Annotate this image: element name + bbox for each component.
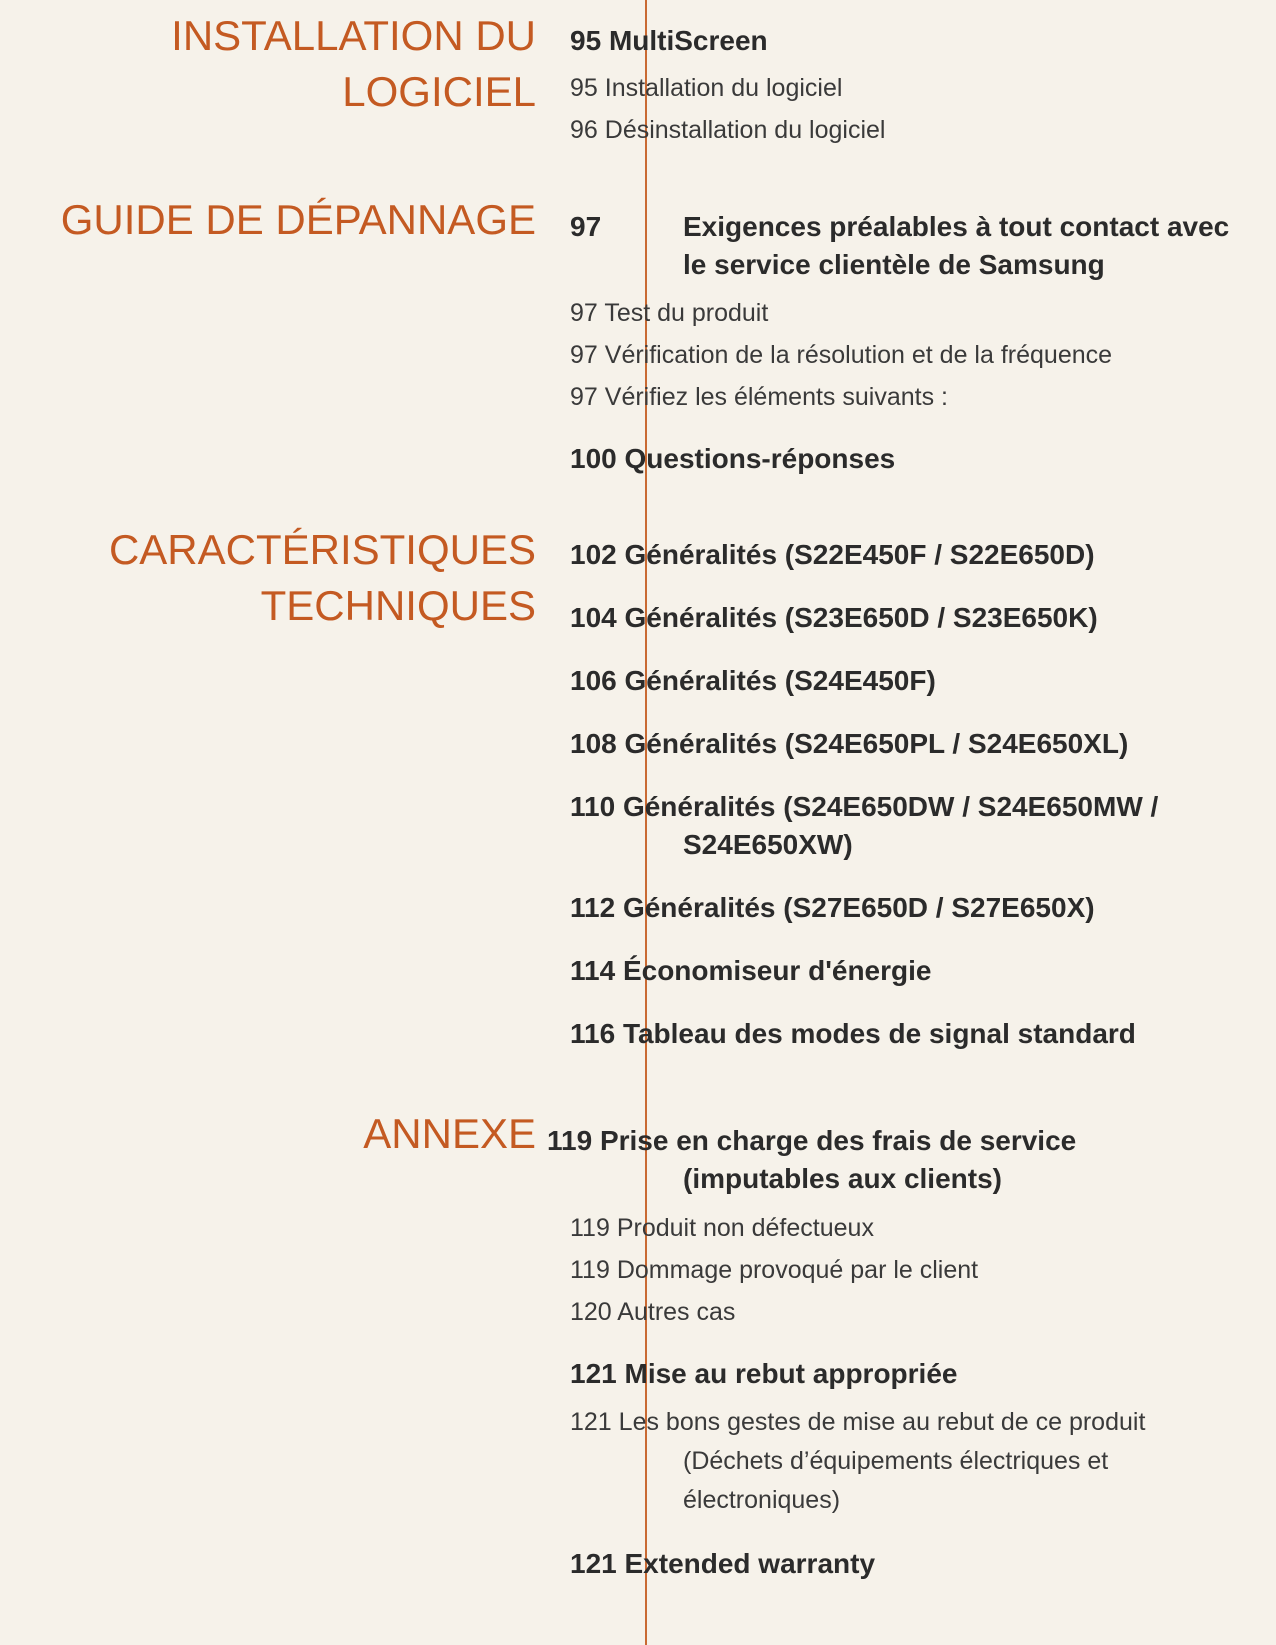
- toc-entry-economiseur-energie[interactable]: [570, 952, 1270, 990]
- section-title-caracteristiques: [109, 522, 536, 634]
- section-title-line: CARACTÉRISTIQUES: [108, 526, 536, 573]
- page-number: 97: [570, 341, 598, 369]
- section-title-line: GUIDE DE DÉPANNAGE: [60, 196, 536, 243]
- toc-entry-desinstallation-logiciel[interactable]: [570, 111, 1270, 150]
- entry-text: Questions-réponses: [624, 443, 896, 474]
- entry-text-continued: (imputables aux clients): [683, 1163, 1002, 1194]
- entry-text: Test du produit: [604, 299, 769, 327]
- page-number: 121: [570, 1358, 617, 1389]
- toc-entry-prise-en-charge-frais[interactable]: [547, 1122, 1247, 1198]
- toc-entry-generalites-108[interactable]: [570, 725, 1270, 763]
- section-title-depannage: [61, 192, 536, 248]
- entry-text: Installation du logiciel: [604, 74, 843, 102]
- entry-text: Généralités (S24E450F): [624, 665, 936, 696]
- toc-entry-multiscreen[interactable]: [570, 22, 1270, 60]
- section-title-line: TECHNIQUES: [260, 582, 536, 629]
- page-number: 110: [570, 791, 616, 822]
- entry-text-continued: le service clientèle de Samsung: [683, 249, 1105, 280]
- section-title-line: ANNEXE: [363, 1110, 536, 1157]
- page-number: 104: [570, 602, 617, 633]
- entry-text: Dommage provoqué par le client: [616, 1256, 979, 1284]
- entry-text: Extended warranty: [624, 1548, 876, 1579]
- toc-entry-verifiez-elements[interactable]: [570, 378, 1270, 417]
- entry-text: Généralités (S23E650D / S23E650K): [624, 602, 1098, 633]
- section-title-installation: [171, 8, 536, 120]
- toc-entry-generalites-102[interactable]: [570, 536, 1270, 574]
- page-number: 95: [570, 74, 598, 102]
- page-number: 97: [570, 299, 598, 327]
- toc-entry-verification-resolution[interactable]: [570, 336, 1270, 375]
- page-number: 121: [570, 1408, 612, 1436]
- entry-text-continued: S24E650XW): [683, 829, 853, 860]
- toc-entry-test-produit[interactable]: [570, 294, 1270, 333]
- toc-entry-generalites-106[interactable]: [570, 662, 1270, 700]
- page-number: 95: [570, 25, 602, 56]
- page-number: 114: [570, 955, 616, 986]
- section-title-annexe: [363, 1106, 536, 1162]
- toc-entry-installation-logiciel[interactable]: [570, 69, 1270, 108]
- toc-entry-generalites-112[interactable]: [570, 889, 1270, 927]
- entry-text: Généralités (S22E450F / S22E650D): [624, 539, 1095, 570]
- toc-entry-produit-non-defectueux[interactable]: [570, 1209, 1270, 1248]
- page-number: 119: [570, 1214, 610, 1242]
- entry-text: Produit non défectueux: [616, 1214, 874, 1242]
- entry-text: MultiScreen: [608, 25, 768, 56]
- page-number: 106: [570, 665, 617, 696]
- page-number: 119: [570, 1256, 610, 1284]
- entry-text: Mise au rebut appropriée: [624, 1358, 958, 1389]
- page-number: 119: [547, 1125, 593, 1156]
- entry-text: Généralités (S27E650D / S27E650X): [622, 892, 1095, 923]
- section-title-line: LOGICIEL: [342, 68, 536, 115]
- entry-text: Généralités (S24E650DW / S24E650MW /: [622, 791, 1159, 822]
- page-number: 100: [570, 443, 617, 474]
- section-title-line: INSTALLATION DU: [171, 12, 536, 59]
- page-number: 102: [570, 539, 617, 570]
- toc-entry-autres-cas[interactable]: [570, 1293, 1270, 1332]
- toc-entry-generalites-104[interactable]: [570, 599, 1270, 637]
- entry-text-continued: (Déchets d’équipements électriques et: [683, 1447, 1109, 1475]
- entry-text: Économiseur d'énergie: [622, 955, 932, 986]
- entry-text: Exigences préalables à tout contact avec: [683, 211, 1230, 242]
- page-number: 97: [570, 383, 598, 411]
- page-number: 97: [570, 211, 602, 242]
- entry-text: Les bons gestes de mise au rebut de ce produit: [618, 1408, 1146, 1436]
- entry-text: Désinstallation du logiciel: [604, 116, 886, 144]
- entry-text: Généralités (S24E650PL / S24E650XL): [624, 728, 1129, 759]
- toc-entry-questions-reponses[interactable]: [570, 440, 1270, 478]
- page-number: 112: [570, 892, 616, 923]
- entry-text: Autres cas: [617, 1298, 736, 1326]
- entry-text: Vérifiez les éléments suivants :: [604, 383, 948, 411]
- toc-entry-generalites-110[interactable]: [570, 788, 1270, 864]
- page-number: 108: [570, 728, 617, 759]
- entry-text: Vérification de la résolution et de la fréquence: [604, 341, 1113, 369]
- toc-entry-bons-gestes-rebut[interactable]: [570, 1403, 1270, 1520]
- toc-entry-exigences-prealables[interactable]: [570, 208, 1270, 284]
- toc-entry-extended-warranty[interactable]: [570, 1545, 1270, 1583]
- toc-entry-mise-au-rebut[interactable]: [570, 1355, 1270, 1393]
- page-number: 116: [570, 1018, 616, 1049]
- entry-text: Tableau des modes de signal standard: [622, 1018, 1136, 1049]
- page-number: 121: [570, 1548, 617, 1579]
- page-number: 120: [570, 1298, 612, 1326]
- toc-entry-dommage-client[interactable]: [570, 1251, 1270, 1290]
- entry-text-continued: électroniques): [683, 1486, 841, 1514]
- page-number: 96: [570, 116, 598, 144]
- toc-entry-tableau-modes-signal[interactable]: [570, 1015, 1270, 1053]
- entry-text: Prise en charge des frais de service: [599, 1125, 1077, 1156]
